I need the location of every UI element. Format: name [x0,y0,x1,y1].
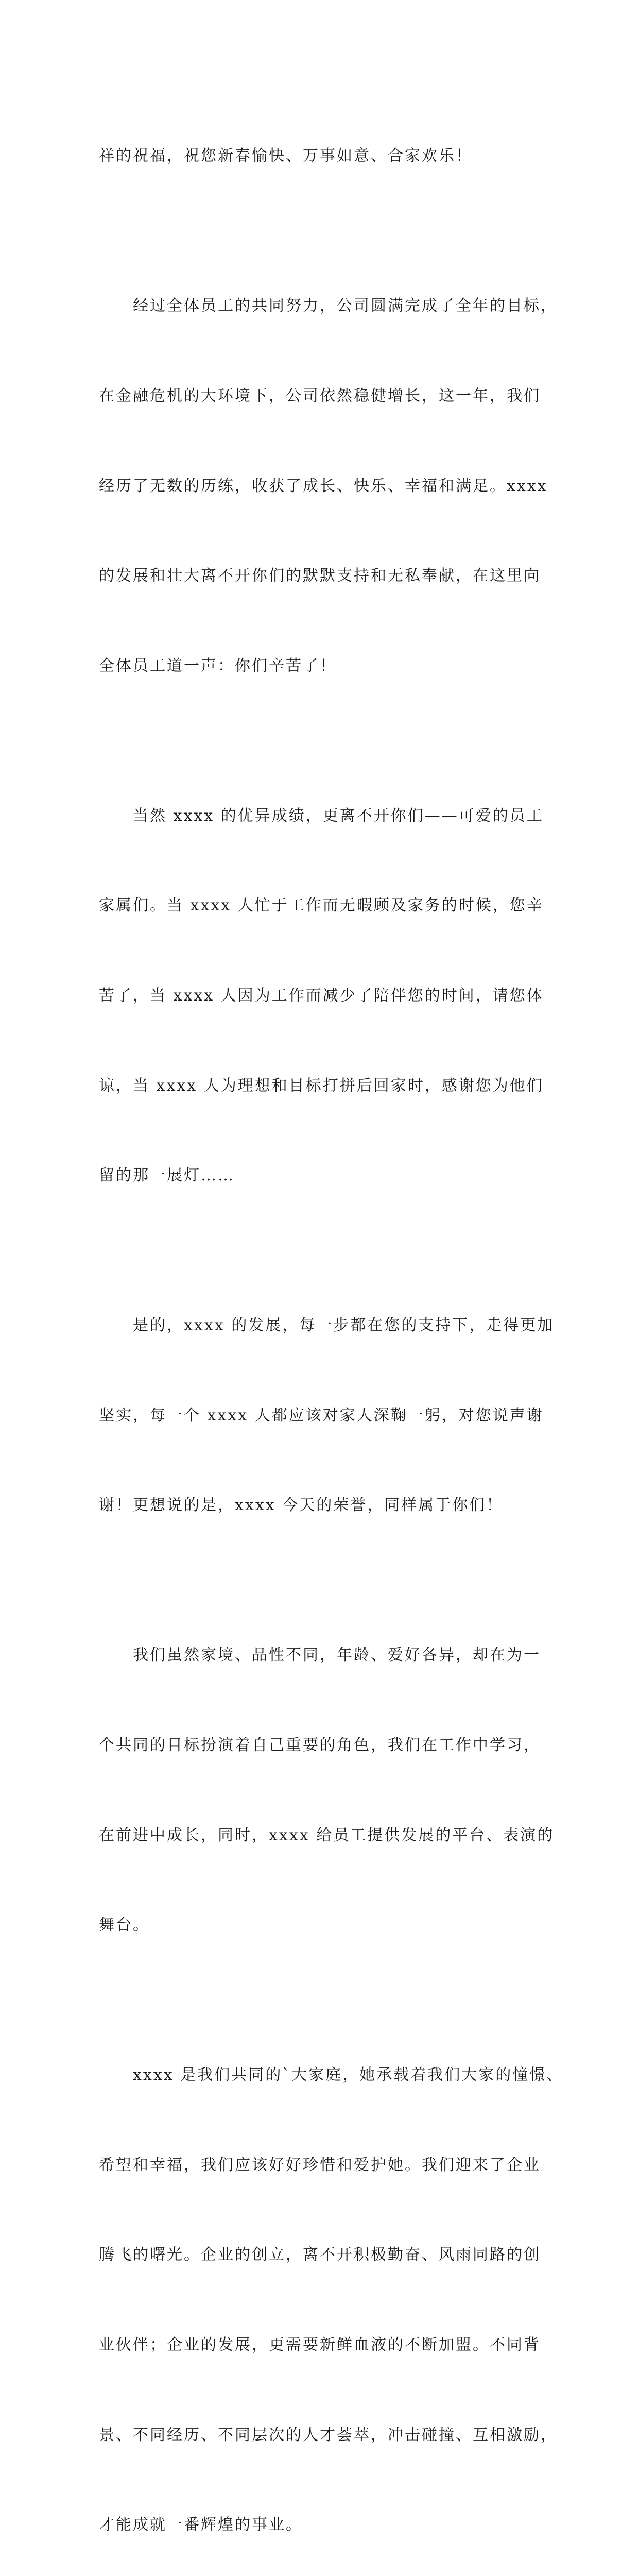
paragraph-3 [99,741,542,1250]
text-line: 坚实，每一个 xxxx 人都应该对家人深鞠一躬，对您说声谢 [99,1406,544,1425]
paragraph-2 [99,231,558,741]
text-line: 苦了，当 xxxx 人因为工作而减少了陪伴您的时间，请您体 [99,986,544,1005]
text-line: 景、不同经历、不同层次的人才荟萃，冲击碰撞、互相激励， [99,2426,558,2444]
text-line: 舞台。 [99,1916,150,1935]
text-line: 谢！更想说的是，xxxx 今天的荣誉，同样属于你们！ [99,1496,504,1515]
text-line: 个共同的目标扮演着自己重要的角色，我们在工作中学习， [99,1736,541,1754]
text-line: 经过全体员工的共同努力，公司圆满完成了全年的目标， [99,297,558,315]
text-line: 腾飞的曙光。企业的创立，离不开积极勤奋、风雨同路的创 [99,2246,541,2264]
text-line: 是的，xxxx 的发展，每一步都在您的支持下，走得更加 [99,1316,555,1335]
text-line: 业伙伴；企业的发展，更需要新鲜血液的不断加盟。不同背 [99,2335,541,2354]
document-body [99,81,564,2576]
text-line: 留的那一展灯…… [99,1166,235,1185]
text-line: 的发展和壮大离不开你们的默默支持和无私奉献，在这里向 [99,567,541,585]
paragraph-1 [99,81,542,231]
text-line: 在金融危机的大环境下，公司依然稳健增长，这一年，我们 [99,387,541,405]
text-line: 全体员工道一声：你们辛苦了！ [99,656,337,675]
text-line: 在前进中成长，同时，xxxx 给员工提供发展的平台、表演的 [99,1826,555,1844]
text-line: 才能成就一番辉煌的事业。 [99,2516,303,2534]
text-line: 当然 xxxx 的优异成绩，更离不开你们——可爱的员工 [99,806,544,825]
text-line: 希望和幸福，我们应该好好珍惜和爱护她。我们迎来了企业 [99,2156,541,2174]
text-line: 祥的祝福，祝您新春愉快、万事如意、合家欢乐！ [99,147,473,165]
text-line: 经历了无数的历练，收获了成长、快乐、幸福和满足。xxxx [99,477,548,495]
text-line: xxxx 是我们共同的`大家庭，她承载着我们大家的憧憬、 [99,2066,564,2084]
paragraph-4 [99,1251,555,1581]
text-line: 家属们。当 xxxx 人忙于工作而无暇顾及家务的时候，您辛 [99,896,544,915]
text-line: 我们虽然家境、品性不同，年龄、爱好各异，却在为一 [99,1646,541,1665]
text-line: 谅，当 xxxx 人为理想和目标打拼后回家时，感谢您为他们 [99,1076,544,1095]
paragraph-6 [99,2001,564,2576]
paragraph-5 [99,1581,555,2001]
